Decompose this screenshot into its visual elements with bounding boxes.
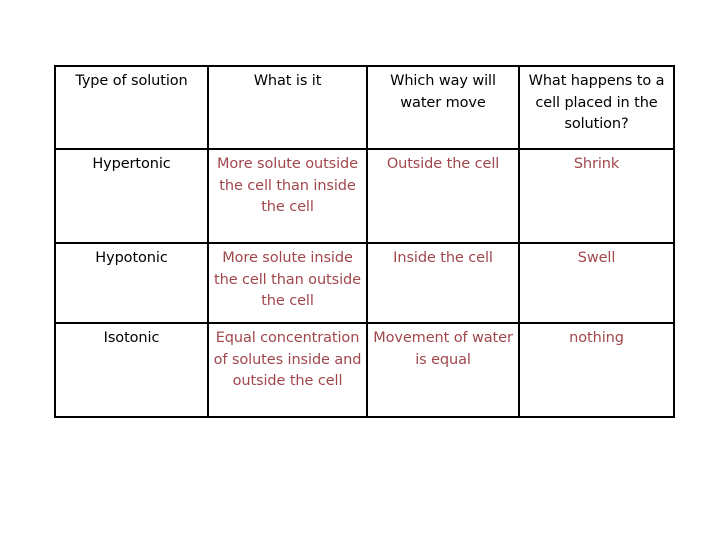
cell-type: Isotonic bbox=[55, 323, 208, 417]
osmosis-solutions-table bbox=[54, 65, 675, 418]
cell-result: Shrink bbox=[519, 149, 674, 243]
cell-result: Swell bbox=[519, 243, 674, 323]
header-cell-outcome: What happens to a cell placed in the solution? bbox=[519, 66, 674, 149]
cell-what: More solute inside the cell than outside the cell bbox=[208, 243, 367, 323]
table-row-isotonic bbox=[55, 323, 674, 417]
cell-water: Inside the cell bbox=[367, 243, 519, 323]
header-type-of-solution: Type of solution bbox=[55, 66, 208, 149]
cell-what: Equal concentration of solutes inside and outside the cell bbox=[208, 323, 367, 417]
cell-water: Movement of water is equal bbox=[367, 323, 519, 417]
cell-type: Hypertonic bbox=[55, 149, 208, 243]
cell-result: nothing bbox=[519, 323, 674, 417]
header-what-is-it: What is it bbox=[208, 66, 367, 149]
header-water-movement: Which way will water move bbox=[367, 66, 519, 149]
cell-water: Outside the cell bbox=[367, 149, 519, 243]
table-row-hypotonic bbox=[55, 243, 674, 323]
cell-type: Hypotonic bbox=[55, 243, 208, 323]
table-row-hypertonic bbox=[55, 149, 674, 243]
header-row bbox=[55, 66, 674, 149]
cell-what: More solute outside the cell than inside the cell bbox=[208, 149, 367, 243]
